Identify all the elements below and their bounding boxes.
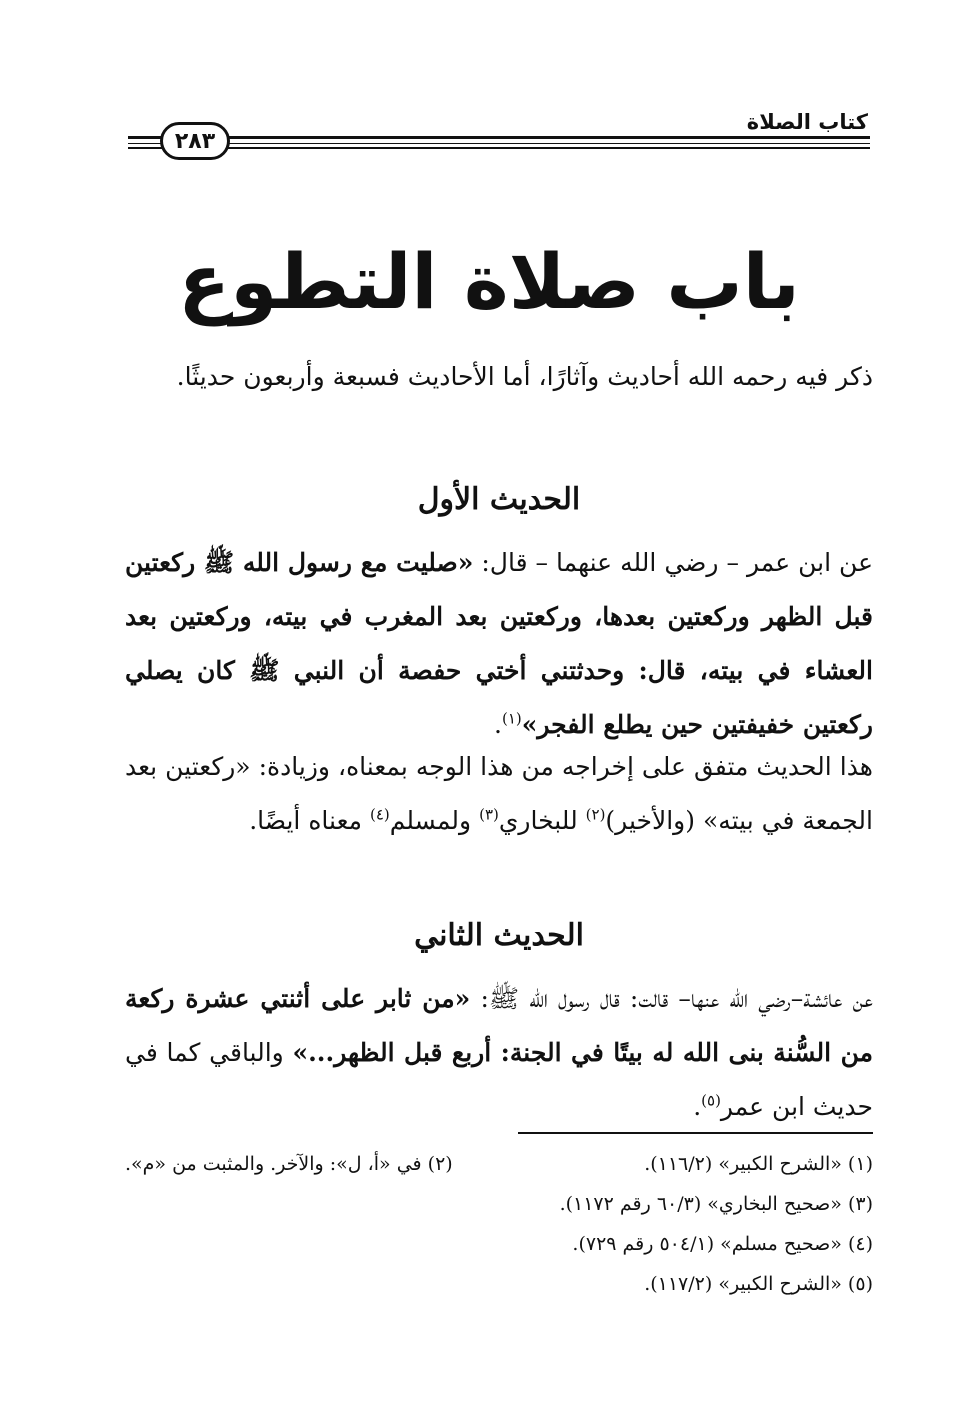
hadith-2-lead: عن عائشة–رضي الله عنها– قالت: قال رسول الله ﷺ: — [470, 984, 873, 1013]
hadith-1-heading: الحديث الأول — [417, 482, 581, 517]
footnote-ref-3: (٣) — [479, 805, 499, 824]
hadith-2-text — [125, 972, 873, 1134]
footnote-ref-4: (٤) — [369, 805, 390, 824]
header-rule — [128, 143, 870, 144]
hadith-2-end: . — [693, 1092, 702, 1121]
footnote-5: (٥) «الشرح الكبير» (١١٧/٢). — [644, 1273, 873, 1295]
hadith-1-text: عن ابن عمر – رضي الله عنهما – قال: «صليت مع رسول الله ﷺ ركعتين قبل الظهر وركعتين بعدها، وركعتين بعد المغرب في بيته، وركعتين بعد العشاء في بيته، قال: وحدثتني أختي حفصة أن النبي ﷺ كان يصلي ركعتين خفيفتين حين يطلع الفجر»$^{(١)}$. — [125, 548, 873, 739]
hadith-1-quote: «صليت مع رسول الله ﷺ ركعتين قبل الظهر وركعتين بعدها، وركعتين بعد المغرب في بيته، وركعتين بعد العشاء في بيته، قال: وحدثتني أختي حفصة أن النبي ﷺ كان يصلي ركعتين خفيفتين حين يطلع الفجر» — [125, 548, 873, 739]
hadith-2-quote: «من ثابر على أثنتي عشرة ركعة من السُّنة بنى الله له بيتًا في الجنة: أربع قبل الظهر...» — [125, 984, 873, 1067]
page-number: ٢٨٣ — [160, 122, 230, 160]
footnotes — [125, 1144, 873, 1304]
footnote-ref-1: (١) — [501, 709, 522, 728]
hadith-2-tail: والباقي كما في حديث ابن عمر — [125, 1038, 873, 1121]
hadith-1-commentary — [125, 740, 873, 848]
hadith-2-heading: الحديث الثاني — [414, 918, 584, 953]
intro-paragraph: ذكر فيه رحمه الله أحاديث وآثارًا، أما الأحاديث فسبعة وأربعون حديثًا. — [176, 362, 873, 391]
footnote-ref-2: (٢) — [585, 805, 606, 824]
footnote-2: (٢) في «أ، ل»: والآخر. والمثبت من «م». — [125, 1153, 453, 1175]
commentary-part: هذا الحديث متفق على إخراجه من هذا الوجه بمعناه، وزيادة: «ركعتين بعد الجمعة في بيته» (والأخير) — [125, 752, 873, 835]
commentary-part: للبخاري — [498, 806, 586, 835]
header-rule — [128, 147, 870, 149]
footnote-row — [125, 1144, 873, 1184]
hadith-1-lead: عن ابن عمر – رضي الله عنهما – قال: — [473, 548, 873, 577]
header-rule — [128, 136, 870, 139]
chapter-title: باب صلاة التطوع — [178, 237, 800, 326]
commentary-part: معناه أيضًا. — [249, 806, 370, 835]
commentary-part: ولمسلم — [389, 806, 480, 835]
footnote-4: (٤) «صحيح مسلم» (٥٠٤/١ رقم ٧٢٩). — [572, 1233, 873, 1255]
footnote-3: (٣) «صحيح البخاري» (٦٠/٣ رقم ١١٧٢). — [559, 1193, 873, 1215]
footnote-separator — [518, 1132, 873, 1134]
footnote-1: (١) «الشرح الكبير» (١١٦/٢). — [644, 1153, 873, 1175]
footnote-ref-5: (٥) — [701, 1091, 721, 1110]
running-title: كتاب الصلاة — [746, 110, 868, 134]
